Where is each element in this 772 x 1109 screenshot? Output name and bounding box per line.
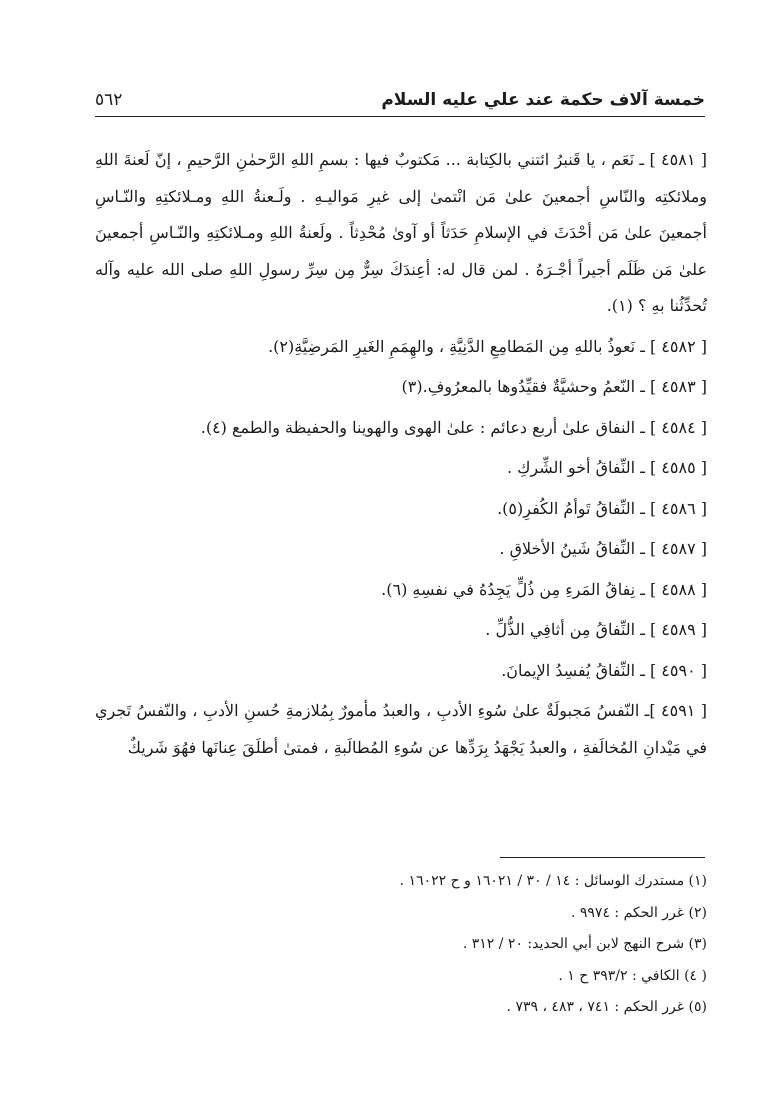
entry-4586: [ ٤٥٨٦ ] ـ النِّفاقُ تَوأمُ الكُفرِ(٥). [497,498,707,518]
footnote-5: (٥) غرر الحكم : ٧٤١ ، ٤٨٣ ، ٧٣٩ . [506,999,707,1015]
entry-4581: [ ٤٥٨١ ] ـ نَعَم ، يا قَنبرُ ائتني بالكِتابة ... مَكتوبٌ فيها : بسمِ اللهِ الرَّحمٰنِ الرَّحيمِ ، إنّ لَعنةَ اللهِ وملائكتِه والنّاسِ أجمعينَ علىٰ مَن انْتمىٰ إلى غيرِ مَواليـهِ . ولَـعنةُ اللهِ ومـلائكتِهِ والنّـاسِ أجمعينَ علىٰ مَن أحْدَثَ في الإسلامِ حَدَثاً أو آوىٰ مُحْدِثاً . ولَعنةُ اللهِ ومـلائكتِهِ والنّـاسِ أجمعينَ علىٰ مَن ظَلَم أجيراً أجْـرَهُ . لمن قال له: أعِندَكَ سِرٌّ مِن سِرِّ رسولِ اللهِ صلى الله عليه وآله تُحدِّثُنا بهِ ؟ (١). [95,150,708,315]
entry-4591: [ ٤٥٩١ ]ـ النّفسُ مَجبولَةٌ علىٰ سُوءِ الأدبِ ، والعبدُ مأمورٌ بِمُلازمةِ حُسنِ الأدبِ ، والنّفسُ تَجري في مَيْدانِ المُخالَفةِ ، والعبدُ يَجْهَدُ بِرَدِّها عن سُوءِ المُطالَبةِ ، فمتىٰ أطلَقَ عِنانَها فهُوَ شَريكٌ [95,701,708,757]
entry-4584: [ ٤٥٨٤ ] ـ النفاق علىٰ أربع دعائم : علىٰ الهوى والهوينا والحفيظة والطمع (٤). [200,417,707,437]
footnote-1: (١) مستدرك الوسائل : ١٤ / ٣٠ / ١٦٠٢١ و ح ١٦٠٢٢ . [399,873,707,889]
entry-4588: [ ٤٥٨٨ ] ـ نِفاقُ المَرءِ مِن ذُلٍّ يَجِدُهُ في نفسِهِ (٦). [381,579,707,599]
page-header [95,80,705,117]
entry-4585: [ ٤٥٨٥ ] ـ النِّفاقُ أخو الشِّركِ . [507,458,707,477]
entry-4590: [ ٤٥٩٠ ] ـ النِّفاقُ يُفسِدُ الإيمانَ. [501,660,707,680]
footnote-3: (٣) شرح النهج لابن أبي الحديد: ٢٠ / ٣١٢ . [462,936,707,952]
footnote-4: ( ٤) الكافي : ٣٩٣/٢ ح ١ . [558,967,707,984]
footnote-divider [500,857,705,858]
entry-4587: [ ٤٥٨٧ ] ـ النِّفاقُ شَينُ الأخلاقِ . [499,539,707,558]
page-number: ٥٦٢ [95,90,123,110]
entry-4582: [ ٤٥٨٢ ] ـ نَعوذُ باللهِ مِن المَطامِعِ الدَّنِيَّةِ ، والهِمَمِ الغَيرِ المَرضِيَّةِ(٢). [268,336,707,356]
entry-4589: [ ٤٥٨٩ ] ـ النِّفاقُ مِن أثافِي الذُّلِّ . [485,620,707,639]
main-text [95,142,707,766]
footnote-2: (٢) غرر الحكم : ٩٩٧٤ . [570,904,707,921]
entry-4583: [ ٤٥٨٣ ] ـ النّعمُ وحشيَّةٌ فقيِّدُوها بالمعرُوفِ.(٣) [401,377,707,396]
running-title: خمسة آلاف حكمة عند علي عليه السلام [381,90,705,110]
footnotes [95,866,707,1024]
